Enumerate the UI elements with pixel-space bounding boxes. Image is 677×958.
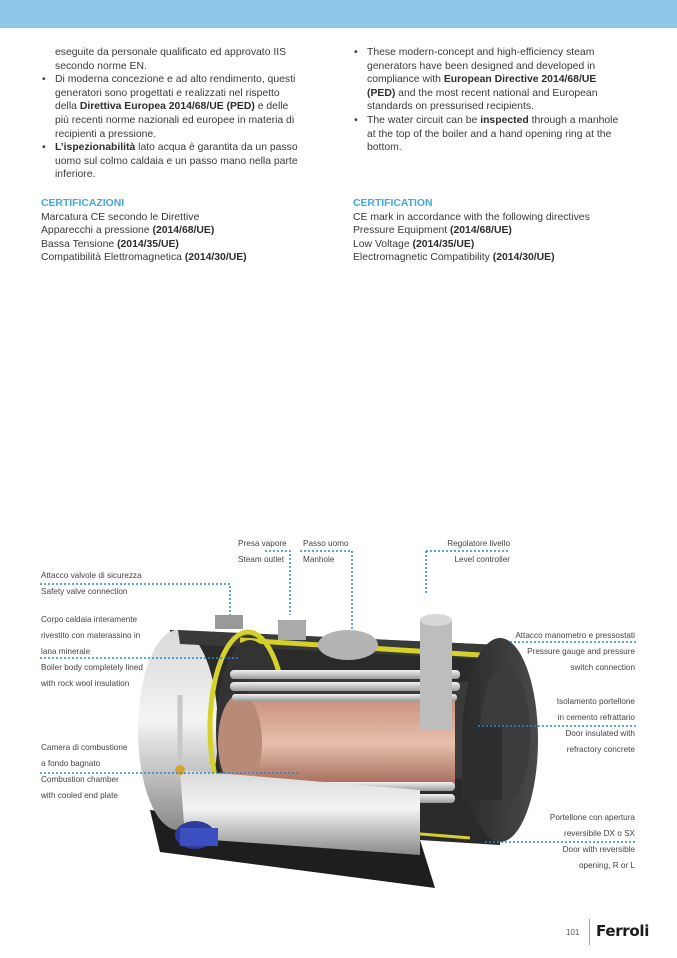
manhole-cover bbox=[318, 630, 378, 660]
text-line: secondo norme EN. bbox=[55, 60, 147, 72]
text-segment: standards on pressurised recipients. bbox=[367, 101, 534, 113]
safety-valve-fitting bbox=[215, 615, 243, 629]
label-line: rivestito con materassino in bbox=[41, 631, 141, 640]
text-line: eseguite da personale qualificato ed approvato IIS bbox=[55, 47, 287, 58]
bold-text: Direttiva Europea 2014/68/UE (PED) bbox=[79, 101, 255, 113]
bullet-dot-icon: • bbox=[354, 47, 358, 58]
text-segment: più recenti norme nazionali ed europee in materia di bbox=[55, 114, 295, 126]
text-segment: generators have been designed and developed in bbox=[367, 60, 596, 72]
bold-text: inspected bbox=[480, 114, 529, 126]
text-segment: Bassa Tensione bbox=[41, 238, 118, 250]
bullet-dot-icon: • bbox=[42, 74, 46, 86]
text-segment: lato acqua è garantita da un passo bbox=[135, 142, 298, 154]
text-segment: Low Voltage bbox=[353, 238, 413, 250]
text-segment: Electromagnetic Compatibility bbox=[353, 252, 493, 264]
label-line: Level controller bbox=[454, 555, 510, 564]
text-segment: CE mark in accordance with the following directives bbox=[353, 211, 590, 223]
text-segment: bottom. bbox=[367, 142, 402, 154]
text-line bbox=[55, 100, 321, 114]
text-line bbox=[55, 141, 321, 155]
text-segment: and the most recent national and European bbox=[395, 87, 598, 99]
text-line bbox=[367, 128, 638, 142]
label-line: Isolamento portellone bbox=[556, 697, 635, 706]
label-pressure-gauge bbox=[480, 628, 635, 676]
text-segment: Apparecchi a pressione bbox=[41, 225, 153, 237]
text-segment: at the top of the boiler and a hand opening ring at the bbox=[367, 128, 612, 140]
header-bar bbox=[0, 0, 677, 28]
certification-line bbox=[41, 211, 247, 225]
italian-bullet-list bbox=[41, 73, 321, 182]
label-line: Manhole bbox=[303, 555, 335, 564]
text-segment: Di moderna concezione e ad alto rendimento, questi bbox=[55, 74, 296, 86]
text-segment: e delle bbox=[254, 101, 289, 113]
label-line: in cemento refrattario bbox=[557, 713, 635, 722]
intro-continuation bbox=[41, 46, 321, 73]
bullet-dot-icon: • bbox=[354, 114, 358, 126]
bold-text: L’ispezionabilità bbox=[55, 142, 136, 154]
label-line: Passo uomo bbox=[303, 539, 349, 548]
text-line bbox=[55, 73, 321, 87]
text-line bbox=[55, 168, 321, 182]
steam-outlet-fitting bbox=[278, 620, 306, 640]
label-line: Door with reversible bbox=[562, 845, 635, 854]
text-line bbox=[367, 141, 638, 155]
label-manhole bbox=[303, 536, 349, 568]
text-line bbox=[367, 73, 638, 87]
certification-line bbox=[41, 238, 247, 252]
label-line: with rock wool insulation bbox=[41, 679, 130, 688]
page-number: 101 bbox=[566, 928, 580, 937]
text-segment: through a manhole bbox=[528, 114, 619, 126]
bold-text: (2014/35/UE) bbox=[412, 238, 475, 250]
label-level-controller bbox=[430, 536, 510, 568]
italian-text-column bbox=[41, 46, 321, 182]
bullet-item bbox=[353, 46, 638, 114]
label-combustion-chamber bbox=[41, 740, 127, 804]
text-segment: These modern-concept and high-efficiency steam bbox=[367, 47, 595, 58]
text-line bbox=[367, 114, 638, 128]
label-line: Presa vapore bbox=[238, 539, 287, 548]
certification-heading: CERTIFICAZIONI bbox=[41, 198, 125, 209]
label-line: a fondo bagnato bbox=[41, 759, 101, 768]
certification-lines bbox=[41, 211, 247, 265]
text-line bbox=[55, 155, 321, 169]
bold-text: (2014/68/UE) bbox=[152, 225, 215, 237]
text-segment: uomo sul colmo caldaia e un passo mano nella parte bbox=[55, 155, 298, 167]
brand-logo: Ferroli bbox=[596, 922, 650, 940]
label-line: Corpo caldaia interamente bbox=[41, 615, 138, 624]
label-line: Regolatore livello bbox=[447, 539, 510, 548]
english-certification-block bbox=[353, 197, 590, 265]
text-line bbox=[367, 87, 638, 101]
text-line bbox=[367, 100, 638, 114]
text-segment: Marcatura CE secondo le Direttive bbox=[41, 211, 200, 223]
label-line: opening, R or L bbox=[579, 861, 635, 870]
text-segment: compliance with bbox=[367, 74, 444, 86]
certification-lines bbox=[353, 211, 590, 265]
label-line: refractory concrete bbox=[566, 745, 635, 754]
text-line bbox=[367, 46, 638, 60]
text-segment: The water circuit can be bbox=[367, 114, 481, 126]
label-line: Safety valve connection bbox=[41, 587, 128, 596]
label-line: Pressure gauge and pressure bbox=[527, 647, 635, 656]
text-line bbox=[367, 60, 638, 74]
bold-text: (2014/35/UE) bbox=[117, 238, 179, 250]
label-door-opening bbox=[520, 810, 635, 874]
certification-heading: CERTIFICATION bbox=[353, 198, 433, 209]
label-line: Combustion chamber bbox=[41, 775, 119, 784]
certification-line bbox=[353, 224, 590, 238]
english-text-column bbox=[353, 46, 638, 155]
bold-text: (2014/30/UE) bbox=[492, 252, 555, 264]
english-bullet-list bbox=[353, 46, 638, 155]
bullet-item bbox=[353, 114, 638, 155]
label-boiler-body bbox=[41, 612, 143, 692]
label-line: Door insulated with bbox=[565, 729, 635, 738]
text-line bbox=[55, 128, 321, 142]
level-controller bbox=[420, 620, 452, 730]
label-line: with cooled end plate bbox=[41, 791, 118, 800]
text-segment: della bbox=[55, 101, 80, 113]
bullet-item bbox=[41, 141, 321, 182]
certification-line bbox=[41, 251, 247, 265]
label-line: Portellone con apertura bbox=[549, 813, 635, 822]
label-line: switch connection bbox=[570, 663, 635, 672]
text-line bbox=[55, 87, 321, 101]
label-line: Steam outlet bbox=[238, 555, 284, 564]
bullet-item bbox=[41, 73, 321, 141]
text-segment: inferiore. bbox=[55, 169, 96, 181]
bold-text: (2014/30/UE) bbox=[184, 252, 247, 264]
label-line: Attacco manometro e pressostati bbox=[515, 631, 635, 640]
text-segment: Compatibilità Elettromagnetica bbox=[41, 252, 185, 264]
text-segment: generatori sono progettati e realizzati nel rispetto bbox=[55, 87, 280, 99]
label-line: Boiler body completely lined bbox=[41, 663, 143, 672]
label-line: Attacco valvole di sicurezza bbox=[41, 571, 142, 580]
label-line: Camera di combustione bbox=[41, 743, 128, 752]
text-segment: Pressure Equipment bbox=[353, 225, 451, 237]
bold-text: European Directive 2014/68/UE bbox=[443, 74, 597, 86]
logo-divider bbox=[589, 919, 590, 945]
label-safety-valve bbox=[41, 568, 142, 600]
text-segment: recipienti a pressione. bbox=[55, 128, 157, 140]
certification-line bbox=[353, 251, 590, 265]
label-steam-outlet bbox=[238, 536, 287, 568]
certification-line bbox=[41, 224, 247, 238]
label-line: lana minerale bbox=[41, 647, 91, 656]
italian-certification-block bbox=[41, 197, 247, 265]
bullet-dot-icon: • bbox=[42, 142, 46, 154]
text-line bbox=[55, 114, 321, 128]
bold-text: (PED) bbox=[367, 87, 396, 99]
certification-line bbox=[353, 238, 590, 252]
label-line: reversibile DX o SX bbox=[564, 829, 635, 838]
label-door-insulation bbox=[520, 694, 635, 758]
bold-text: (2014/68/UE) bbox=[450, 225, 512, 237]
certification-line bbox=[353, 211, 590, 225]
boiler-cutaway-figure bbox=[0, 520, 677, 920]
